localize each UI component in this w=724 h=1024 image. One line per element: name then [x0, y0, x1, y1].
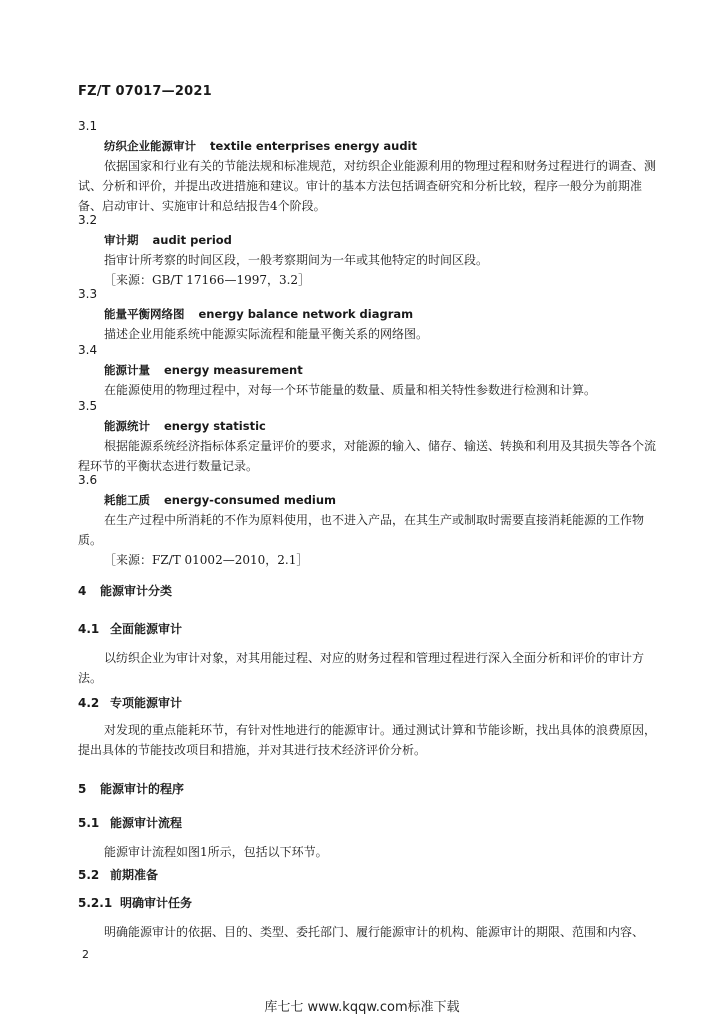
term-title: [78, 490, 658, 510]
term-zh: 能源计量: [104, 363, 150, 377]
term-definition: 在生产过程中所消耗的不作为原料使用，也不进入产品，在其生产或制取时需要直接消耗能源的工作物质。: [78, 513, 645, 547]
watermark-footer: 库七七 www.kqqw.com标准下载: [264, 1000, 460, 1015]
section-number: 4: [78, 584, 87, 598]
section-4-1-heading: [78, 620, 182, 637]
section-5-2-1-heading: [78, 894, 192, 911]
section-number: 5.2.1: [78, 896, 113, 910]
section-5-1-heading: [78, 814, 182, 831]
page-number: 2: [82, 948, 89, 961]
section-title: 能源审计分类: [100, 584, 173, 598]
term-zh: 耗能工质: [104, 493, 150, 507]
section-4-1-body: 以纺织企业为审计对象，对其用能过程、对应的财务过程和管理过程进行深入全面分析和评价的审计方法。: [78, 651, 645, 685]
term-zh: 审计期: [104, 233, 139, 247]
section-5-1-body: 能源审计流程如图1所示，包括以下环节。: [104, 845, 328, 859]
section-title: 专项能源审计: [110, 696, 183, 710]
standard-header: FZ/T 07017—2021: [78, 84, 212, 99]
section-number: 5.2: [78, 868, 100, 882]
term-definition: 指审计所考察的时间区段，一般考察期间为一年或其他特定的时间区段。: [104, 253, 489, 267]
term-number: 3.5: [78, 399, 98, 413]
term-3-5: [78, 396, 658, 476]
term-3-2: [78, 210, 658, 290]
term-number: 3.4: [78, 343, 98, 357]
section-4-2-heading: [78, 694, 182, 711]
term-definition: 依据国家和行业有关的节能法规和标准规范，对纺织企业能源利用的物理过程和财务过程进行的调查、测试、分析和评价，并提出改进措施和建议。审计的基本方法包括调查研究和分析比较，程序一般分为前期准备、启动审计、实施审计和总结报告4个阶段。: [78, 159, 657, 213]
term-zh: 能量平衡网络图: [104, 307, 185, 321]
section-4-2-body: 对发现的重点能耗环节，有针对性地进行的能源审计。通过测试计算和节能诊断，找出具体的浪费原因，提出具体的节能技改项目和措施，并对其进行技术经济评价分析。: [78, 723, 657, 757]
section-number: 4.2: [78, 696, 100, 710]
section-title: 能源审计的程序: [100, 782, 185, 796]
term-source: ［来源：GB/T 17166—1997，3.2］: [104, 273, 311, 287]
section-5-2-heading: [78, 866, 158, 883]
term-en: energy balance network diagram: [198, 307, 414, 321]
term-definition: 根据能源系统经济指标体系定量评价的要求，对能源的输入、储存、输送、转换和利用及其损失等各个流程环节的平衡状态进行数量记录。: [78, 439, 657, 473]
section-number: 5: [78, 782, 87, 796]
term-3-3: [78, 284, 658, 344]
term-number: 3.1: [78, 119, 98, 133]
term-3-1: [78, 116, 658, 216]
term-zh: 能源统计: [104, 419, 150, 433]
term-number: 3.3: [78, 287, 98, 301]
term-number: 3.6: [78, 473, 98, 487]
term-definition: 描述企业用能系统中能源实际流程和能量平衡关系的网络图。: [104, 327, 429, 341]
term-source: ［来源：FZ/T 01002—2010，2.1］: [104, 553, 309, 567]
section-number: 4.1: [78, 622, 100, 636]
section-title: 能源审计流程: [110, 816, 183, 830]
term-title: [78, 304, 658, 324]
term-en: energy measurement: [164, 363, 303, 377]
term-en: audit period: [152, 233, 232, 247]
term-definition: 在能源使用的物理过程中，对每一个环节能量的数量、质量和相关特性参数进行检测和计算。: [104, 383, 597, 397]
term-en: textile enterprises energy audit: [210, 139, 417, 153]
term-title: [78, 360, 658, 380]
term-number: 3.2: [78, 213, 98, 227]
section-title: 前期准备: [110, 868, 159, 882]
section-4-heading: [78, 582, 172, 599]
section-title: 全面能源审计: [110, 622, 183, 636]
term-en: energy-consumed medium: [164, 493, 337, 507]
term-title: [78, 416, 658, 436]
term-3-6: [78, 470, 658, 570]
section-5-heading: [78, 780, 184, 797]
section-number: 5.1: [78, 816, 100, 830]
section-title: 明确审计任务: [120, 896, 193, 910]
term-title: [78, 230, 658, 250]
section-5-2-1-body: 明确能源审计的依据、目的、类型、委托部门、履行能源审计的机构、能源审计的期限、范围和内容、: [104, 925, 645, 939]
term-zh: 纺织企业能源审计: [104, 139, 196, 153]
term-title: [78, 136, 658, 156]
term-en: energy statistic: [164, 419, 266, 433]
term-3-4: [78, 340, 658, 400]
